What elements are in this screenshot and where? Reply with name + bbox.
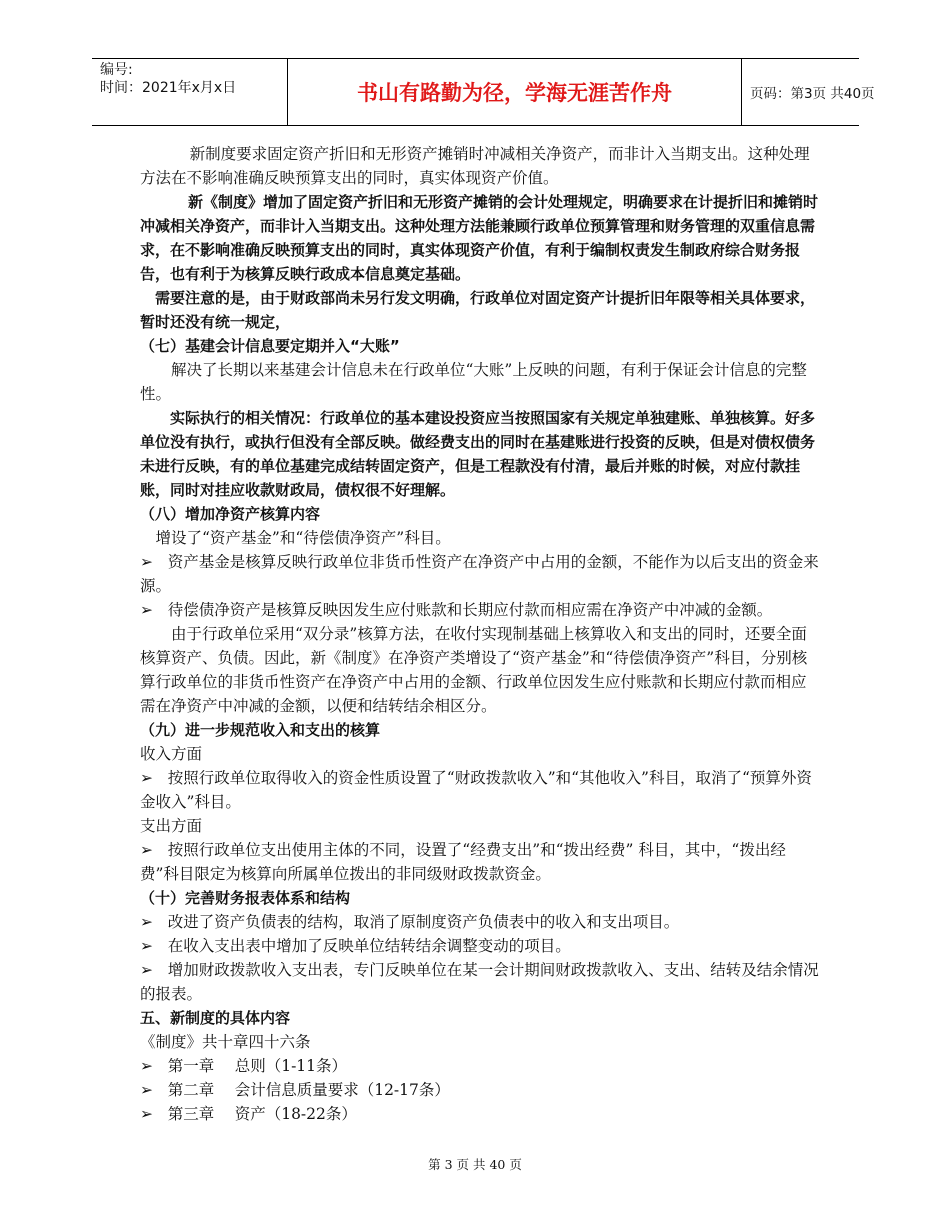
bullet-text: 第三章 资产（18-22条） [167,1105,357,1123]
bullet-text: 按照行政单位取得收入的资金性质设置了“财政拨款收入”和“其他收入”科目，取消了“预算外资金收入”科目。 [140,769,812,811]
arrow-bullet-icon: ➢ [140,769,153,787]
paragraph-bold: 新《制度》增加了固定资产折旧和无形资产摊销的会计处理规定，明确要求在计提折旧和摊销时冲减相关净资产，而非计入当期支出。这种处理方法能兼顾行政单位预算管理和财务管理的双重信息需求，在不影响准确反映预算支出的同时，真实体现资产价值，有利于编制权责发生制政府综合财务报告，也有利于为核算反映行政成本信息奠定基础。 [140,193,819,283]
page-footer: 第 3 页 共 40 页 [428,1157,522,1172]
bullet-text: 在收入支出表中增加了反映单位结转结余调整变动的项目。 [167,937,571,955]
arrow-bullet-icon: ➢ [140,961,153,979]
header-motto: 书山有路勤为径，学海无涯苦作舟 [287,59,742,125]
document-number-label: 编号: [100,62,133,78]
section-heading: （七）基建会计信息要定期并入“大账” [140,337,400,355]
arrow-bullet-icon: ➢ [140,841,153,859]
section-heading: （十）完善财务报表体系和结构 [140,889,351,907]
date-label: 时间：2021年x月x日 [100,80,237,96]
bullet-item [140,1102,820,1126]
paragraph: 《制度》共十章四十六条 [140,1033,311,1051]
page-header [92,58,875,126]
arrow-bullet-icon: ➢ [140,913,153,931]
section-heading: （八）增加净资产核算内容 [140,505,321,523]
bullet-item [140,958,820,1006]
bullet-item [140,934,820,958]
document-body [140,142,820,1126]
bullet-text: 资产基金是核算反映行政单位非货币性资产在净资产中占用的金额，不能作为以后支出的资金来源。 [140,553,819,595]
header-page-info: 页码：第3页 共40页 [750,86,875,102]
bullet-item [140,1054,820,1078]
chapter-heading: 五、新制度的具体内容 [140,1009,291,1027]
arrow-bullet-icon: ➢ [140,1105,153,1123]
bullet-text: 按照行政单位支出使用主体的不同，设置了“经费支出”和“拨出经费” 科目，其中，“拨出经费”科目限定为核算向所属单位拨出的非同级财政拨款资金。 [140,841,786,883]
bullet-item [140,598,820,622]
subheading: 支出方面 [140,817,203,835]
subheading: 收入方面 [140,745,203,763]
header-meta [92,59,287,125]
arrow-bullet-icon: ➢ [140,937,153,955]
bullet-text: 待偿债净资产是核算反映因发生应付账款和长期应付款而相应需在净资产中冲减的金额。 [167,601,773,619]
paragraph: 解决了长期以来基建会计信息未在行政单位“大账”上反映的问题，有利于保证会计信息的完整性。 [140,361,807,403]
bullet-text: 第二章 会计信息质量要求（12-17条） [167,1081,450,1099]
arrow-bullet-icon: ➢ [140,1081,153,1099]
bullet-item [140,910,820,934]
arrow-bullet-icon: ➢ [140,1057,153,1075]
bullet-item [140,1078,820,1102]
arrow-bullet-icon: ➢ [140,553,153,571]
arrow-bullet-icon: ➢ [140,601,153,619]
bullet-text: 增加财政拨款收入支出表，专门反映单位在某一会计期间财政拨款收入、支出、结转及结余情况的报表。 [140,961,819,1003]
paragraph: 新制度要求固定资产折旧和无形资产摊销时冲减相关净资产，而非计入当期支出。这种处理方法在不影响准确反映预算支出的同时，真实体现资产价值。 [140,145,810,187]
paragraph-bold: 需要注意的是，由于财政部尚未另行发文明确，行政单位对固定资产计提折旧年限等相关具体要求，暂时还没有统一规定， [140,289,816,331]
bullet-item [140,766,820,814]
paragraph-bold: 实际执行的相关情况：行政单位的基本建设投资应当按照国家有关规定单独建账、单独核算。好多单位没有执行，或执行但没有全部反映。做经费支出的同时在基建账进行投资的反映，但是对债权债务未进行反映，有的单位基建完成结转固定资产，但是工程款没有付清，最后并账的时候，对应付款挂账，同时对挂应收款财政局，债权很不好理解。 [140,409,816,499]
bullet-text: 改进了资产负债表的结构，取消了原制度资产负债表中的收入和支出项目。 [167,913,680,931]
bullet-item [140,838,820,886]
paragraph: 由于行政单位采用“双分录”核算方法，在收付实现制基础上核算收入和支出的同时，还要全面核算资产、负债。因此，新《制度》在净资产类增设了“资产基金”和“待偿债净资产”科目，分别核算行政单位的非货币性资产在净资产中占用的金额、行政单位因发生应付账款和长期应付款而相应需在净资产中冲减的金额，以便和结转结余相区分。 [140,625,808,715]
bullet-item [140,550,820,598]
paragraph: 增设了“资产基金”和“待偿债净资产”科目。 [155,529,451,547]
bullet-text: 第一章 总则（1-11条） [167,1057,348,1075]
section-heading: （九）进一步规范收入和支出的核算 [140,721,381,739]
